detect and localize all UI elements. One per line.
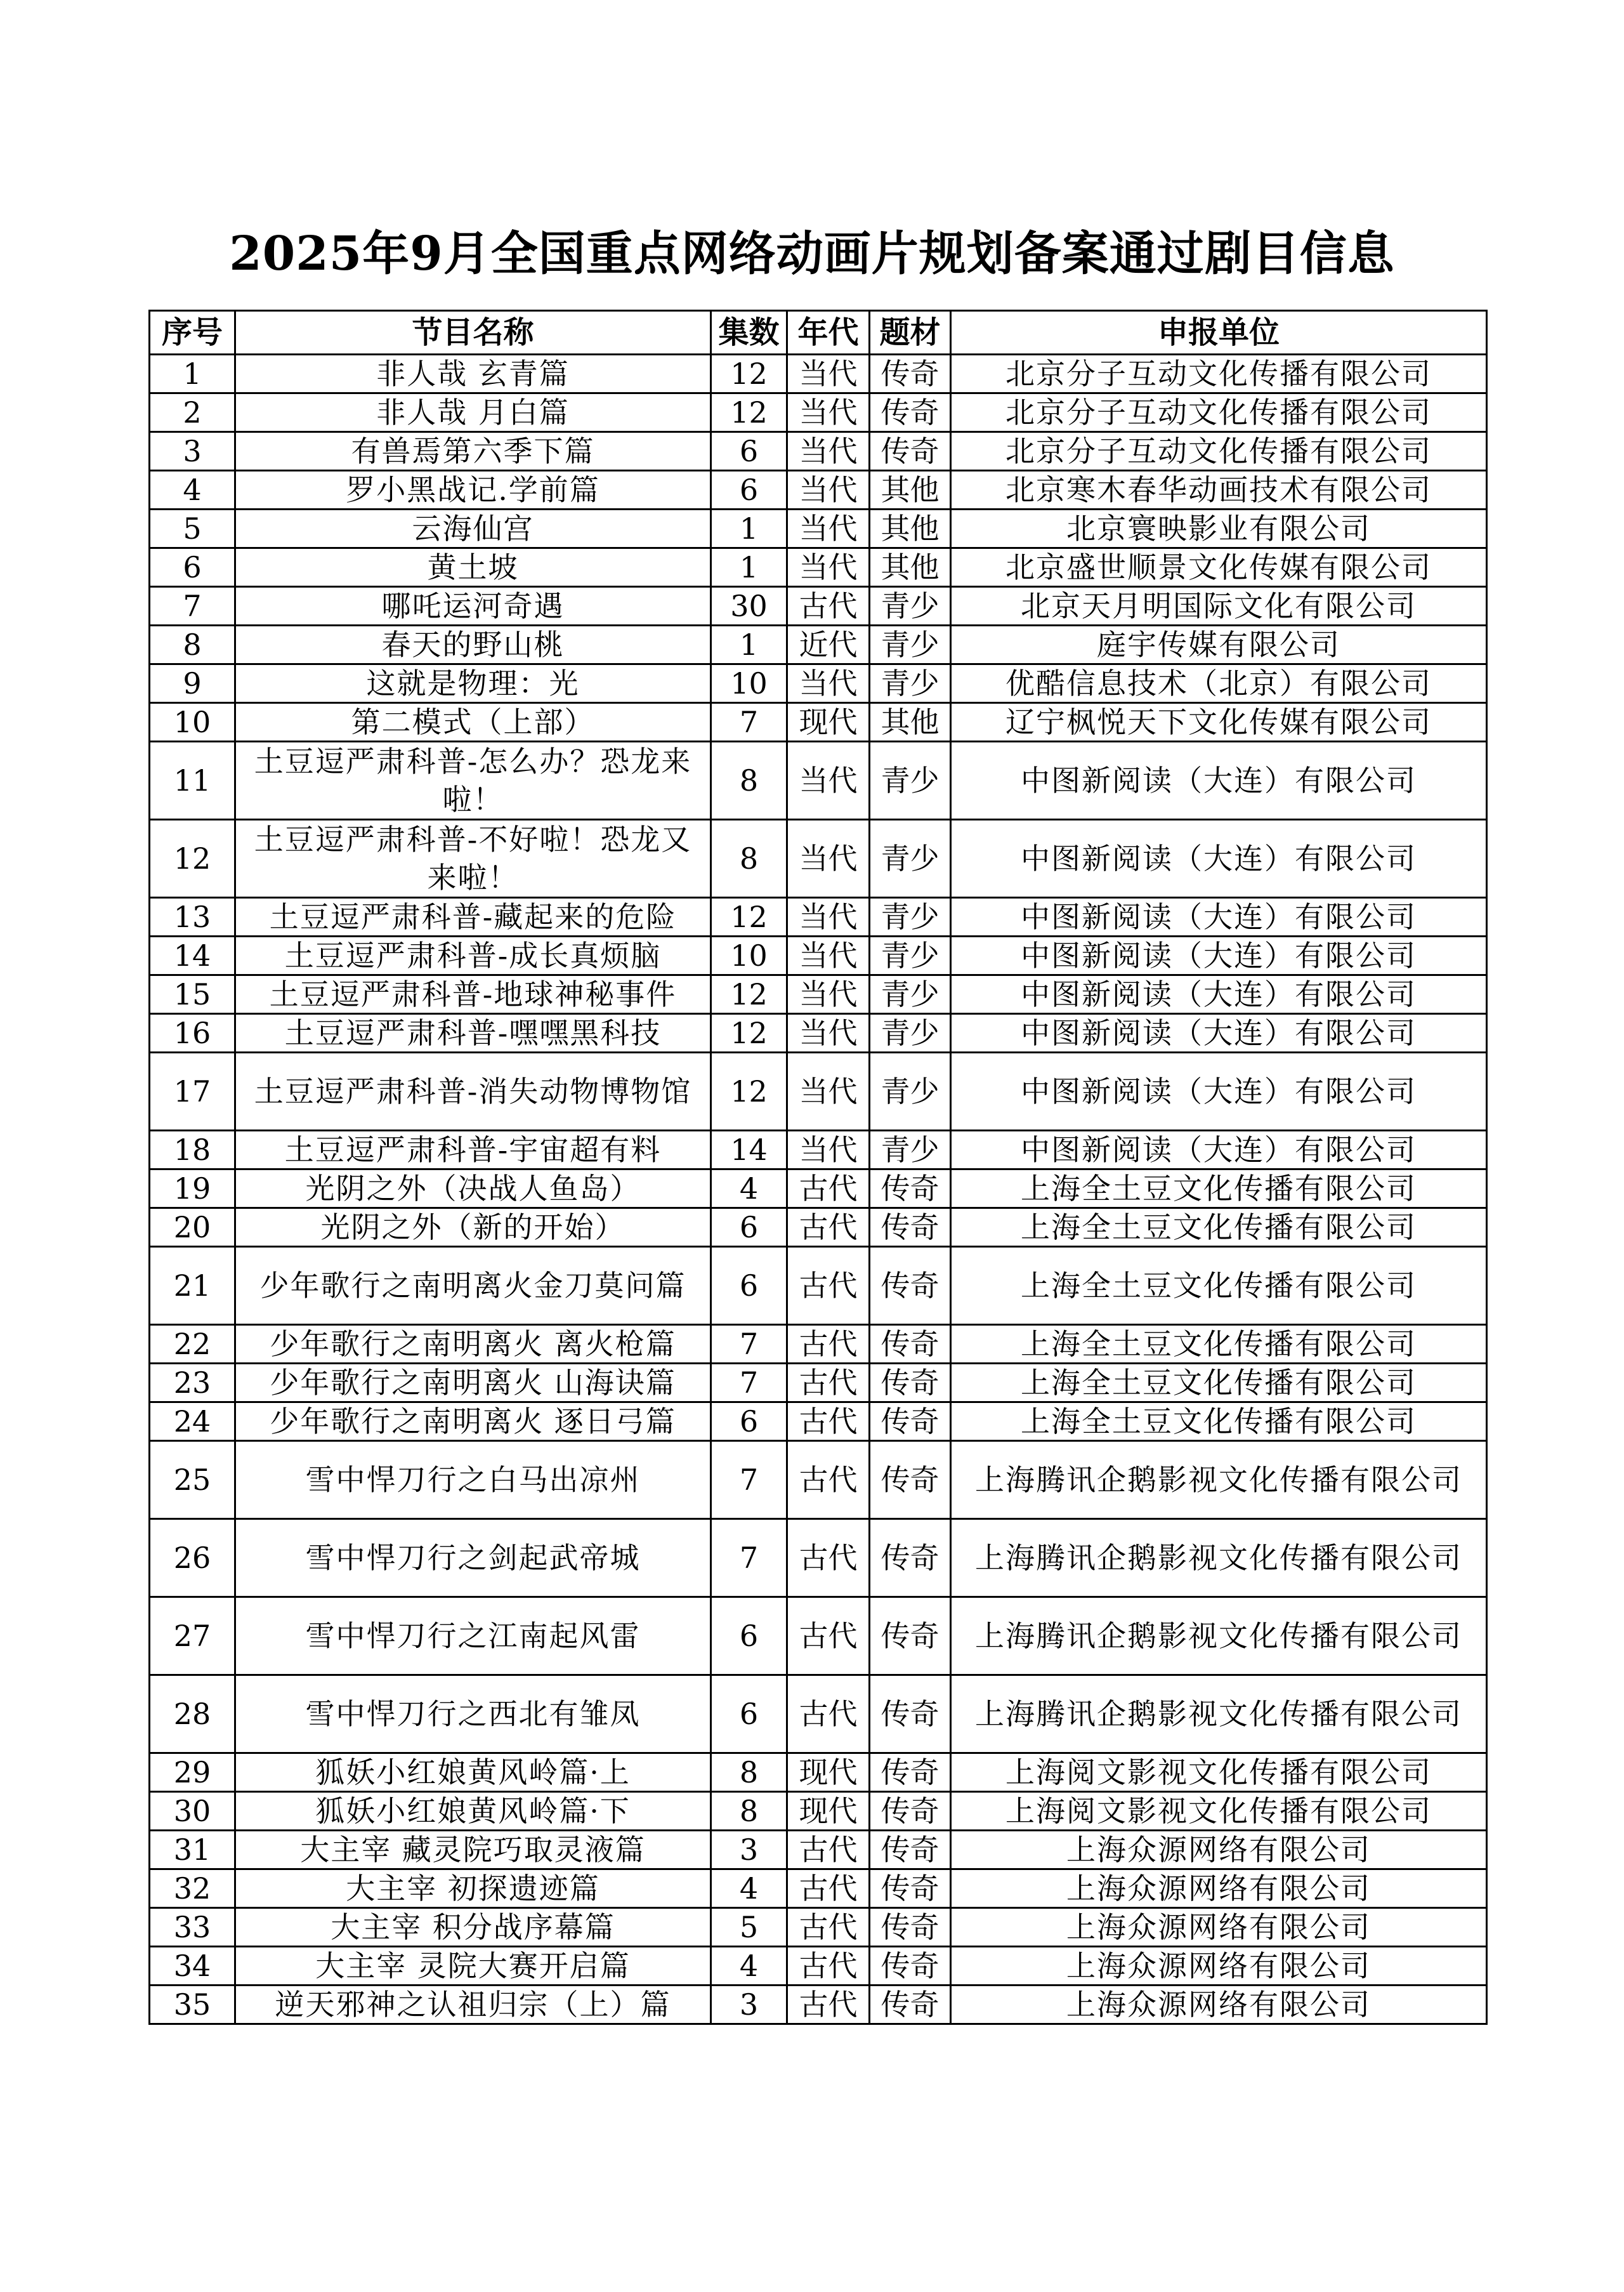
table-row: [150, 1597, 1487, 1675]
cell-genre: 传奇: [870, 1675, 951, 1753]
cell-era: 古代: [787, 1364, 870, 1402]
cell-seq: 16: [150, 1014, 235, 1053]
table-row: [150, 1908, 1487, 1947]
cell-unit: 北京寒木春华动画技术有限公司: [951, 471, 1487, 510]
cell-era: 古代: [787, 1675, 870, 1753]
header-seq: 序号: [150, 311, 235, 355]
cell-era: 古代: [787, 1947, 870, 1986]
cell-episodes: 7: [711, 1441, 787, 1519]
cell-era: 当代: [787, 937, 870, 975]
cell-unit: 辽宁枫悦天下文化传媒有限公司: [951, 703, 1487, 742]
cell-seq: 35: [150, 1986, 235, 2024]
cell-genre: 其他: [870, 471, 951, 510]
cell-seq: 26: [150, 1519, 235, 1597]
cell-genre: 其他: [870, 548, 951, 587]
cell-episodes: 5: [711, 1908, 787, 1947]
table-row: [150, 510, 1487, 548]
cell-genre: 其他: [870, 703, 951, 742]
cell-unit: 庭宇传媒有限公司: [951, 626, 1487, 664]
cell-name: 土豆逗严肃科普-藏起来的危险: [235, 898, 711, 937]
cell-name: 雪中悍刀行之白马出凉州: [235, 1441, 711, 1519]
cell-episodes: 8: [711, 1792, 787, 1831]
cell-seq: 18: [150, 1131, 235, 1169]
cell-era: 当代: [787, 1014, 870, 1053]
cell-seq: 34: [150, 1947, 235, 1986]
cell-unit: 上海阅文影视文化传播有限公司: [951, 1753, 1487, 1792]
cell-unit: 上海腾讯企鹅影视文化传播有限公司: [951, 1519, 1487, 1597]
cell-episodes: 12: [711, 898, 787, 937]
cell-seq: 17: [150, 1053, 235, 1131]
cell-seq: 2: [150, 393, 235, 432]
table-row: [150, 1675, 1487, 1753]
table-row: [150, 820, 1487, 898]
cell-genre: 青少: [870, 1014, 951, 1053]
cell-episodes: 3: [711, 1986, 787, 2024]
cell-name: 大主宰 初探遗迹篇: [235, 1869, 711, 1908]
cell-genre: 青少: [870, 975, 951, 1014]
cell-era: 现代: [787, 1753, 870, 1792]
cell-episodes: 14: [711, 1131, 787, 1169]
table-row: [150, 1792, 1487, 1831]
cell-unit: 上海腾讯企鹅影视文化传播有限公司: [951, 1675, 1487, 1753]
cell-unit: 上海阅文影视文化传播有限公司: [951, 1792, 1487, 1831]
cell-name: 第二模式（上部）: [235, 703, 711, 742]
cell-unit: 中图新阅读（大连）有限公司: [951, 975, 1487, 1014]
table-row: [150, 975, 1487, 1014]
cell-unit: 北京天月明国际文化有限公司: [951, 587, 1487, 626]
table-row: [150, 703, 1487, 742]
cell-name: 光阴之外（新的开始）: [235, 1208, 711, 1247]
cell-unit: 上海众源网络有限公司: [951, 1831, 1487, 1869]
table-row: [150, 1869, 1487, 1908]
cell-name: 这就是物理：光: [235, 664, 711, 703]
cell-name: 土豆逗严肃科普-地球神秘事件: [235, 975, 711, 1014]
cell-seq: 14: [150, 937, 235, 975]
cell-era: 近代: [787, 626, 870, 664]
cell-seq: 28: [150, 1675, 235, 1753]
cell-unit: 中图新阅读（大连）有限公司: [951, 1131, 1487, 1169]
cell-name: 土豆逗严肃科普-消失动物博物馆: [235, 1053, 711, 1131]
cell-name: 土豆逗严肃科普-嘿嘿黑科技: [235, 1014, 711, 1053]
header-episodes: 集数: [711, 311, 787, 355]
table-row: [150, 1169, 1487, 1208]
cell-genre: 传奇: [870, 393, 951, 432]
table-row: [150, 1014, 1487, 1053]
cell-era: 古代: [787, 1869, 870, 1908]
cell-genre: 传奇: [870, 1519, 951, 1597]
cell-genre: 传奇: [870, 1908, 951, 1947]
cell-unit: 上海全土豆文化传播有限公司: [951, 1402, 1487, 1441]
cell-name: 大主宰 积分战序幕篇: [235, 1908, 711, 1947]
cell-episodes: 12: [711, 1053, 787, 1131]
cell-seq: 22: [150, 1325, 235, 1364]
cell-name: 有兽焉第六季下篇: [235, 432, 711, 471]
cell-era: 当代: [787, 355, 870, 393]
cell-episodes: 6: [711, 1402, 787, 1441]
cell-name: 哪吒运河奇遇: [235, 587, 711, 626]
cell-seq: 24: [150, 1402, 235, 1441]
cell-unit: 上海腾讯企鹅影视文化传播有限公司: [951, 1597, 1487, 1675]
table-row: [150, 1364, 1487, 1402]
cell-name: 逆天邪神之认祖归宗（上）篇: [235, 1986, 711, 2024]
cell-genre: 青少: [870, 626, 951, 664]
cell-episodes: 7: [711, 1325, 787, 1364]
cell-genre: 传奇: [870, 1986, 951, 2024]
cell-episodes: 4: [711, 1869, 787, 1908]
cell-seq: 3: [150, 432, 235, 471]
table-row: [150, 898, 1487, 937]
header-unit: 申报单位: [951, 311, 1487, 355]
cell-episodes: 6: [711, 432, 787, 471]
cell-era: 当代: [787, 1131, 870, 1169]
cell-seq: 4: [150, 471, 235, 510]
table-row: [150, 1131, 1487, 1169]
cell-name: 非人哉 月白篇: [235, 393, 711, 432]
cell-seq: 23: [150, 1364, 235, 1402]
cell-unit: 中图新阅读（大连）有限公司: [951, 820, 1487, 898]
cell-name: 少年歌行之南明离火 离火枪篇: [235, 1325, 711, 1364]
header-genre: 题材: [870, 311, 951, 355]
cell-episodes: 6: [711, 1675, 787, 1753]
cell-era: 当代: [787, 393, 870, 432]
cell-seq: 30: [150, 1792, 235, 1831]
cell-genre: 青少: [870, 898, 951, 937]
cell-unit: 上海众源网络有限公司: [951, 1908, 1487, 1947]
cell-unit: 上海全土豆文化传播有限公司: [951, 1169, 1487, 1208]
cell-genre: 青少: [870, 587, 951, 626]
cell-episodes: 1: [711, 510, 787, 548]
cell-era: 古代: [787, 1519, 870, 1597]
cell-name: 狐妖小红娘黄风岭篇·下: [235, 1792, 711, 1831]
cell-episodes: 1: [711, 626, 787, 664]
table-row: [150, 432, 1487, 471]
cell-genre: 传奇: [870, 1208, 951, 1247]
cell-era: 古代: [787, 587, 870, 626]
table-row: [150, 1053, 1487, 1131]
cell-unit: 上海全土豆文化传播有限公司: [951, 1364, 1487, 1402]
table-row: [150, 937, 1487, 975]
table-row: [150, 1402, 1487, 1441]
page-title: 2025年9月全国重点网络动画片规划备案通过剧目信息: [229, 227, 1395, 281]
cell-seq: 21: [150, 1247, 235, 1325]
cell-era: 古代: [787, 1831, 870, 1869]
cell-genre: 青少: [870, 664, 951, 703]
table-row: [150, 664, 1487, 703]
cell-genre: 传奇: [870, 1364, 951, 1402]
cell-seq: 6: [150, 548, 235, 587]
cell-episodes: 10: [711, 664, 787, 703]
cell-seq: 8: [150, 626, 235, 664]
cell-genre: 传奇: [870, 1441, 951, 1519]
cell-unit: 中图新阅读（大连）有限公司: [951, 898, 1487, 937]
cell-episodes: 7: [711, 703, 787, 742]
cell-genre: 传奇: [870, 355, 951, 393]
cell-era: 古代: [787, 1597, 870, 1675]
table-row: [150, 626, 1487, 664]
cell-era: 古代: [787, 1169, 870, 1208]
cell-unit: 上海全土豆文化传播有限公司: [951, 1247, 1487, 1325]
cell-era: 现代: [787, 703, 870, 742]
cell-name: 雪中悍刀行之剑起武帝城: [235, 1519, 711, 1597]
cell-seq: 15: [150, 975, 235, 1014]
cell-seq: 31: [150, 1831, 235, 1869]
cell-unit: 上海全土豆文化传播有限公司: [951, 1325, 1487, 1364]
cell-episodes: 12: [711, 393, 787, 432]
cell-episodes: 7: [711, 1519, 787, 1597]
cell-era: 当代: [787, 975, 870, 1014]
cell-episodes: 4: [711, 1169, 787, 1208]
cell-seq: 10: [150, 703, 235, 742]
cell-seq: 1: [150, 355, 235, 393]
cell-name: 土豆逗严肃科普-成长真烦脑: [235, 937, 711, 975]
cell-name: 黄土坡: [235, 548, 711, 587]
cell-unit: 上海腾讯企鹅影视文化传播有限公司: [951, 1441, 1487, 1519]
cell-genre: 其他: [870, 510, 951, 548]
cell-genre: 传奇: [870, 1869, 951, 1908]
table-row: [150, 471, 1487, 510]
cell-genre: 青少: [870, 937, 951, 975]
cell-era: 古代: [787, 1402, 870, 1441]
cell-episodes: 12: [711, 975, 787, 1014]
header-name: 节目名称: [235, 311, 711, 355]
cell-name: 土豆逗严肃科普-宇宙超有料: [235, 1131, 711, 1169]
cell-era: 古代: [787, 1247, 870, 1325]
cell-episodes: 6: [711, 1597, 787, 1675]
cell-seq: 32: [150, 1869, 235, 1908]
cell-era: 古代: [787, 1325, 870, 1364]
cell-genre: 传奇: [870, 1753, 951, 1792]
cell-genre: 青少: [870, 1053, 951, 1131]
cell-seq: 29: [150, 1753, 235, 1792]
table-row: [150, 1986, 1487, 2024]
cell-unit: 中图新阅读（大连）有限公司: [951, 937, 1487, 975]
cell-genre: 传奇: [870, 432, 951, 471]
cell-era: 古代: [787, 1986, 870, 2024]
cell-genre: 传奇: [870, 1947, 951, 1986]
cell-genre: 传奇: [870, 1169, 951, 1208]
cell-era: 当代: [787, 742, 870, 820]
table-row: [150, 393, 1487, 432]
cell-genre: 传奇: [870, 1325, 951, 1364]
cell-episodes: 7: [711, 1364, 787, 1402]
cell-seq: 25: [150, 1441, 235, 1519]
cell-unit: 北京盛世顺景文化传媒有限公司: [951, 548, 1487, 587]
table-row: [150, 548, 1487, 587]
cell-era: 当代: [787, 510, 870, 548]
cell-seq: 9: [150, 664, 235, 703]
cell-name: 非人哉 玄青篇: [235, 355, 711, 393]
cell-episodes: 8: [711, 820, 787, 898]
cell-unit: 北京寰映影业有限公司: [951, 510, 1487, 548]
cell-unit: 北京分子互动文化传播有限公司: [951, 393, 1487, 432]
table-row: [150, 1519, 1487, 1597]
cell-era: 当代: [787, 820, 870, 898]
records-table-container: [148, 310, 1486, 2025]
cell-genre: 传奇: [870, 1247, 951, 1325]
cell-name: 春天的野山桃: [235, 626, 711, 664]
cell-name: 大主宰 灵院大赛开启篇: [235, 1947, 711, 1986]
cell-genre: 传奇: [870, 1402, 951, 1441]
table-row: [150, 742, 1487, 820]
cell-unit: 上海众源网络有限公司: [951, 1869, 1487, 1908]
cell-name: 少年歌行之南明离火 山海诀篇: [235, 1364, 711, 1402]
table-header-row: [150, 311, 1487, 355]
cell-era: 当代: [787, 548, 870, 587]
cell-era: 古代: [787, 1441, 870, 1519]
cell-episodes: 30: [711, 587, 787, 626]
cell-episodes: 8: [711, 1753, 787, 1792]
cell-seq: 5: [150, 510, 235, 548]
cell-name: 少年歌行之南明离火金刀莫问篇: [235, 1247, 711, 1325]
table-row: [150, 1831, 1487, 1869]
cell-era: 古代: [787, 1908, 870, 1947]
cell-era: 当代: [787, 898, 870, 937]
cell-episodes: 12: [711, 355, 787, 393]
cell-name: 少年歌行之南明离火 逐日弓篇: [235, 1402, 711, 1441]
cell-name: 土豆逗严肃科普-怎么办？恐龙来啦！: [235, 742, 711, 820]
cell-era: 当代: [787, 664, 870, 703]
table-row: [150, 355, 1487, 393]
cell-seq: 27: [150, 1597, 235, 1675]
cell-era: 古代: [787, 1208, 870, 1247]
table-row: [150, 1947, 1487, 1986]
cell-genre: 青少: [870, 820, 951, 898]
table-row: [150, 1753, 1487, 1792]
cell-episodes: 12: [711, 1014, 787, 1053]
records-table: [148, 310, 1488, 2025]
cell-genre: 传奇: [870, 1792, 951, 1831]
cell-episodes: 1: [711, 548, 787, 587]
cell-episodes: 8: [711, 742, 787, 820]
cell-name: 光阴之外（决战人鱼岛）: [235, 1169, 711, 1208]
cell-name: 云海仙宫: [235, 510, 711, 548]
cell-unit: 北京分子互动文化传播有限公司: [951, 355, 1487, 393]
cell-unit: 中图新阅读（大连）有限公司: [951, 1014, 1487, 1053]
cell-name: 雪中悍刀行之西北有雏凤: [235, 1675, 711, 1753]
cell-seq: 11: [150, 742, 235, 820]
cell-name: 狐妖小红娘黄风岭篇·上: [235, 1753, 711, 1792]
cell-era: 当代: [787, 471, 870, 510]
cell-genre: 传奇: [870, 1597, 951, 1675]
cell-seq: 12: [150, 820, 235, 898]
cell-unit: 北京分子互动文化传播有限公司: [951, 432, 1487, 471]
cell-unit: 上海众源网络有限公司: [951, 1947, 1487, 1986]
cell-genre: 青少: [870, 1131, 951, 1169]
cell-seq: 20: [150, 1208, 235, 1247]
cell-genre: 青少: [870, 742, 951, 820]
cell-episodes: 6: [711, 471, 787, 510]
cell-episodes: 6: [711, 1247, 787, 1325]
cell-unit: 优酷信息技术（北京）有限公司: [951, 664, 1487, 703]
header-era: 年代: [787, 311, 870, 355]
table-row: [150, 1247, 1487, 1325]
table-row: [150, 1441, 1487, 1519]
cell-era: 当代: [787, 432, 870, 471]
cell-name: 大主宰 藏灵院巧取灵液篇: [235, 1831, 711, 1869]
cell-era: 现代: [787, 1792, 870, 1831]
table-row: [150, 1325, 1487, 1364]
cell-episodes: 6: [711, 1208, 787, 1247]
cell-name: 罗小黑战记.学前篇: [235, 471, 711, 510]
cell-unit: 中图新阅读（大连）有限公司: [951, 742, 1487, 820]
cell-seq: 33: [150, 1908, 235, 1947]
cell-seq: 13: [150, 898, 235, 937]
cell-unit: 上海众源网络有限公司: [951, 1986, 1487, 2024]
cell-name: 土豆逗严肃科普-不好啦！恐龙又来啦！: [235, 820, 711, 898]
cell-name: 雪中悍刀行之江南起风雷: [235, 1597, 711, 1675]
cell-seq: 19: [150, 1169, 235, 1208]
cell-unit: 中图新阅读（大连）有限公司: [951, 1053, 1487, 1131]
cell-unit: 上海全土豆文化传播有限公司: [951, 1208, 1487, 1247]
cell-era: 当代: [787, 1053, 870, 1131]
cell-genre: 传奇: [870, 1831, 951, 1869]
cell-episodes: 4: [711, 1947, 787, 1986]
cell-episodes: 10: [711, 937, 787, 975]
cell-episodes: 3: [711, 1831, 787, 1869]
table-row: [150, 1208, 1487, 1247]
cell-seq: 7: [150, 587, 235, 626]
table-row: [150, 587, 1487, 626]
